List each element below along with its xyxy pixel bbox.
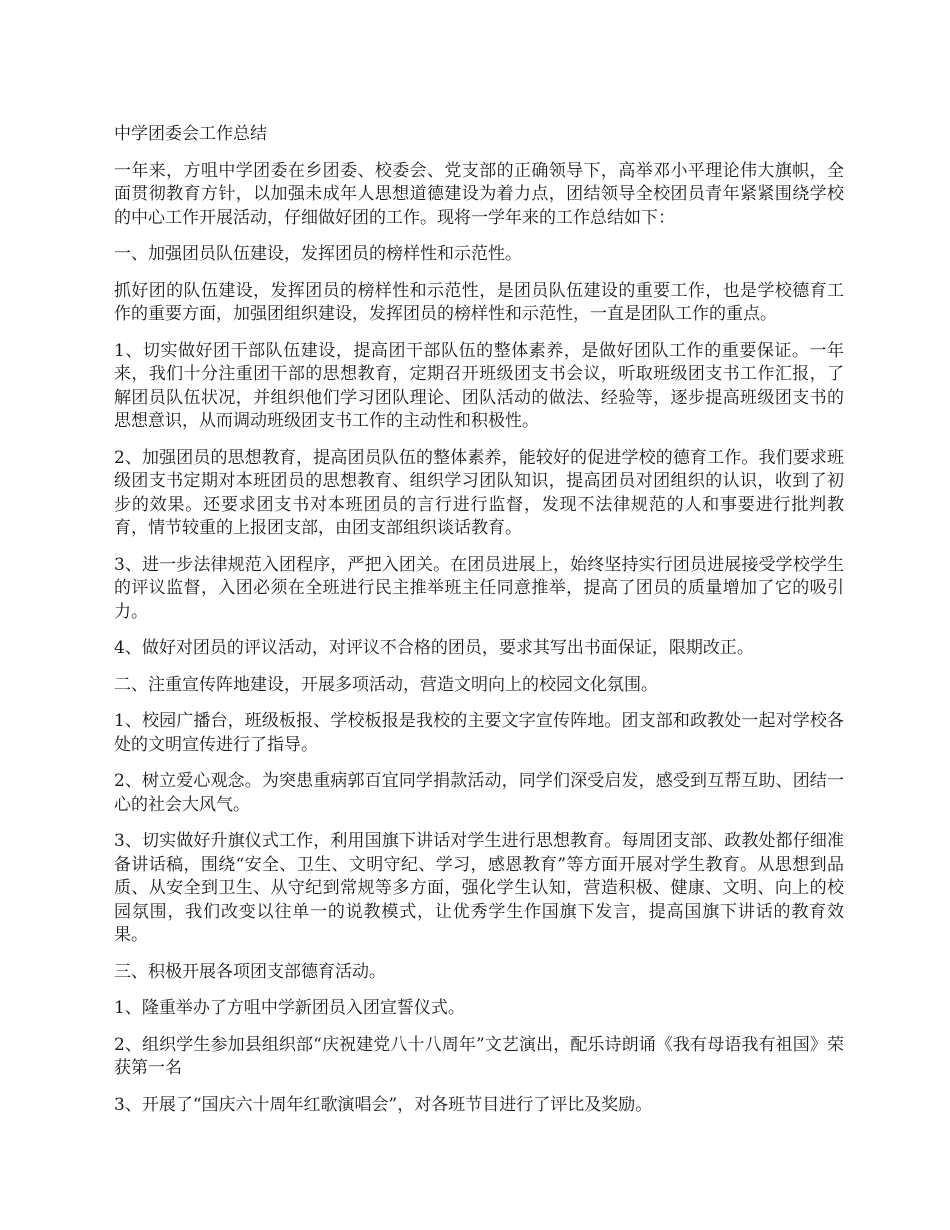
- paragraph-section-1-item-3: 3、进一步法律规范入团程序，严把入团关。在团员进展上，始终坚持实行团员进展接受学校学生的评议监督，入团必须在全班进行民主推举班主任同意推举，提高了团员的质量增加了它的吸引力。: [114, 554, 844, 622]
- paragraph-section-1-item-1: 1、切实做好团干部队伍建设，提高团干部队伍的整体素养，是做好团队工作的重要保证。一年来，我们十分注重团干部的思想教育，定期召开班级团支书会议，听取班级团支书工作汇报，了解团员队伍状况，并组织他们学习团队理论、团队活动的做法、经验等，逐步提高班级团支书的思想意识，从而调动班级团支书工作的主动性和积极性。: [114, 340, 844, 431]
- document-page: [114, 123, 844, 1130]
- paragraph-section-2-item-2: 2、树立爱心观念。为突患重病郭百宜同学捐款活动，同学们深受启发，感受到互帮互助、团结一心的社会大风气。: [114, 771, 844, 815]
- section-heading-3: 三、积极开展各项团支部德育活动。: [114, 961, 386, 982]
- paragraph-section-1-item-4: 4、做好对团员的评议活动，对评议不合格的团员，要求其写出书面保证，限期改正。: [114, 638, 754, 658]
- paragraph-section-1-item-2: 2、加强团员的思想教育，提高团员队伍的整体素养，能较好的促进学校的德育工作。我们要求班级团支书定期对本班团员的思想教育、组织学习团队知识，提高团员对团组织的认识，收到了初步的效果。还要求团支书对本班团员的言行进行监督，发现不法律规范的人和事要进行批判教育，情节较重的上报团支部，由团支部组织谈话教育。: [114, 447, 844, 538]
- document-title: 中学团委会工作总结: [114, 124, 267, 144]
- paragraph-section-3-item-2: 2、组织学生参加县组织部“庆祝建党八十八周年”文艺演出，配乐诗朗诵《我有母语我有祖国》荣获第一名: [114, 1034, 844, 1078]
- section-heading-2: 二、注重宣传阵地建设，开展多项活动，营造文明向上的校园文化氛围。: [114, 674, 658, 695]
- paragraph-section-2-item-3: 3、切实做好升旗仪式工作，利用国旗下讲话对学生进行思想教育。每周团支部、政教处都仔细准备讲话稿，围绕“安全、卫生、文明守纪、学习，感恩教育”等方面开展对学生教育。从思想到品质、从安全到卫生、从守纪到常规等多方面，强化学生认知，营造积极、健康、文明、向上的校园氛围，我们改变以往单一的说教模式，让优秀学生作国旗下发言，提高国旗下讲话的教育效果。: [114, 831, 844, 945]
- paragraph-section-3-item-1: 1、隆重举办了方咀中学新团员入团宣誓仪式。: [114, 998, 465, 1018]
- paragraph-intro: 一年来，方咀中学团委在乡团委、校委会、党支部的正确领导下，高举邓小平理论伟大旗帜，全面贯彻教育方针，以加强未成年人思想道德建设为着力点，团结领导全校团员青年紧紧围绕学校的中心工作开展活动，仔细做好团的工作。现将一学年来的工作总结如下：: [114, 160, 844, 228]
- paragraph-section-1-intro: 抓好团的队伍建设，发挥团员的榜样性和示范性，是团员队伍建设的重要工作，也是学校德育工作的重要方面，加强团组织建设，发挥团员的榜样性和示范性，一直是团队工作的重点。: [114, 280, 844, 324]
- section-heading-1: 一、加强团员队伍建设，发挥团员的榜样性和示范性。: [114, 244, 522, 264]
- paragraph-section-2-item-1: 1、校园广播台，班级板报、学校板报是我校的主要文字宣传阵地。团支部和政教处一起对学校各处的文明宣传进行了指导。: [114, 711, 844, 755]
- paragraph-section-3-item-3: 3、开展了“国庆六十周年红歌演唱会”，对各班节目进行了评比及奖励。: [114, 1094, 653, 1115]
